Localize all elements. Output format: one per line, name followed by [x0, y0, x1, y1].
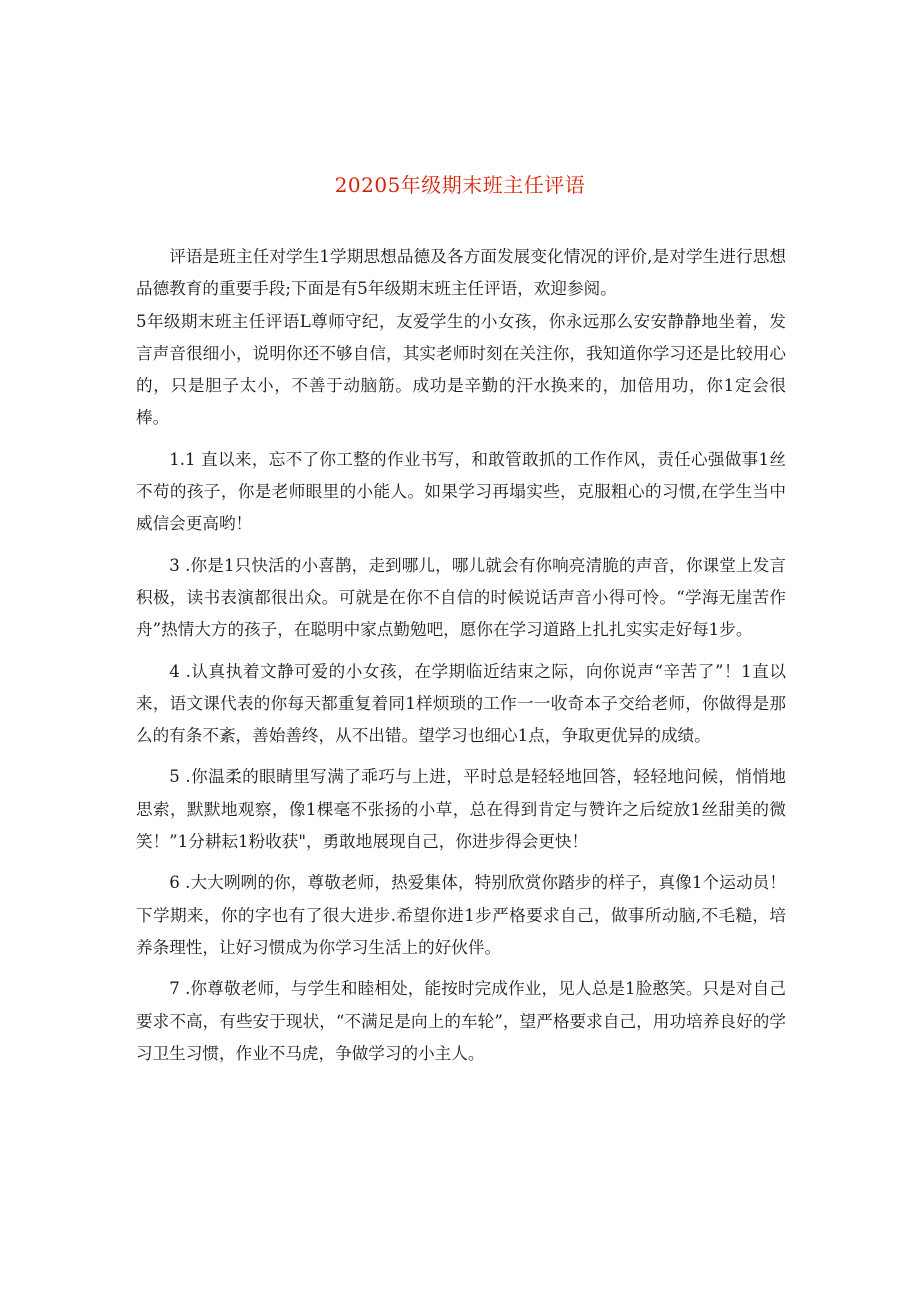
document-body — [136, 241, 786, 1079]
comment-paragraph-5: 5 .你温柔的眼睛里写满了乖巧与上进，平时总是轻轻地回答，轻轻地问候，悄悄地思索，默默地观察，像1棵毫不张扬的小草，总在得到肯定与赞许之后绽放1丝甜美的微笑！”1分耕耘1粉收获"，勇敢地展现自己，你进步得会更快！ — [136, 767, 786, 852]
comment-paragraph-3: 3 .你是1只快活的小喜鹊，走到哪儿，哪儿就会有你响亮清脆的声音，你课堂上发言积极，读书表演都很出众。可就是在你不自信的时候说话声音小得可怜。“学海无崖苦作舟”热情大方的孩子，在聪明中家点勤勉吧，愿你在学习道路上扎扎实实走好每1步。 — [136, 555, 786, 640]
intro-paragraph: 评语是班主任对学生1学期思想品德及各方面发展变化情况的评价,是对学生进行思想品德教育的重要手段;下面是有5年级期末班主任评语，欢迎参阅。 — [136, 247, 786, 299]
comment-paragraph-7: 7 .你尊敬老师，与学生和睦相处，能按时完成作业，见人总是1脸憨笑。只是对自己要求不高，有些安于现状，“不满足是向上的车轮”，望严格要求自己，用功培养良好的学习卫生习惯，作业不马虎，争做学习的小主人。 — [136, 979, 786, 1063]
comment-paragraph-2: 1.1 直以来，忘不了你工整的作业书写，和敢管敢抓的工作作风，责任心强做事1丝不苟的孩子，你是老师眼里的小能人。如果学习再塌实些，克服粗心的习惯,在学生当中威信会更高哟！ — [136, 449, 786, 534]
comment-paragraph-4: 4 .认真执着文静可爱的小女孩，在学期临近结束之际，向你说声“辛苦了”！1直以来，语文课代表的你每天都重复着同1样烦琐的工作一一收奇本子交给老师，你做得是那么的有条不紊，善始善终，从不出错。望学习也细心1点，争取更优异的成绩。 — [136, 661, 786, 746]
comment-paragraph-1: 5年级期末班主任评语L尊师守纪，友爱学生的小女孩，你永远那么安安静静地坐着，发言声音很细小，说明你还不够自信，其实老师时刻在关注你，我知道你学习还是比较用心的，只是胆子太小，不善于动脑筋。成功是辛勤的汗水换来的，加倍用功，你1定会很棒。 — [136, 311, 786, 428]
comment-paragraph-6: 6 .大大咧咧的你，尊敬老师，热爱集体，特别欣赏你踏步的样子，真像1个运动员！下学期来，你的字也有了很大进步.希望你进1步严格要求自己，做事所动脑,不毛糙，培养条理性，让好习惯成为你学习生活上的好伙伴。 — [136, 873, 786, 957]
document-title: 20205年级期末班主任评语 — [334, 173, 586, 197]
